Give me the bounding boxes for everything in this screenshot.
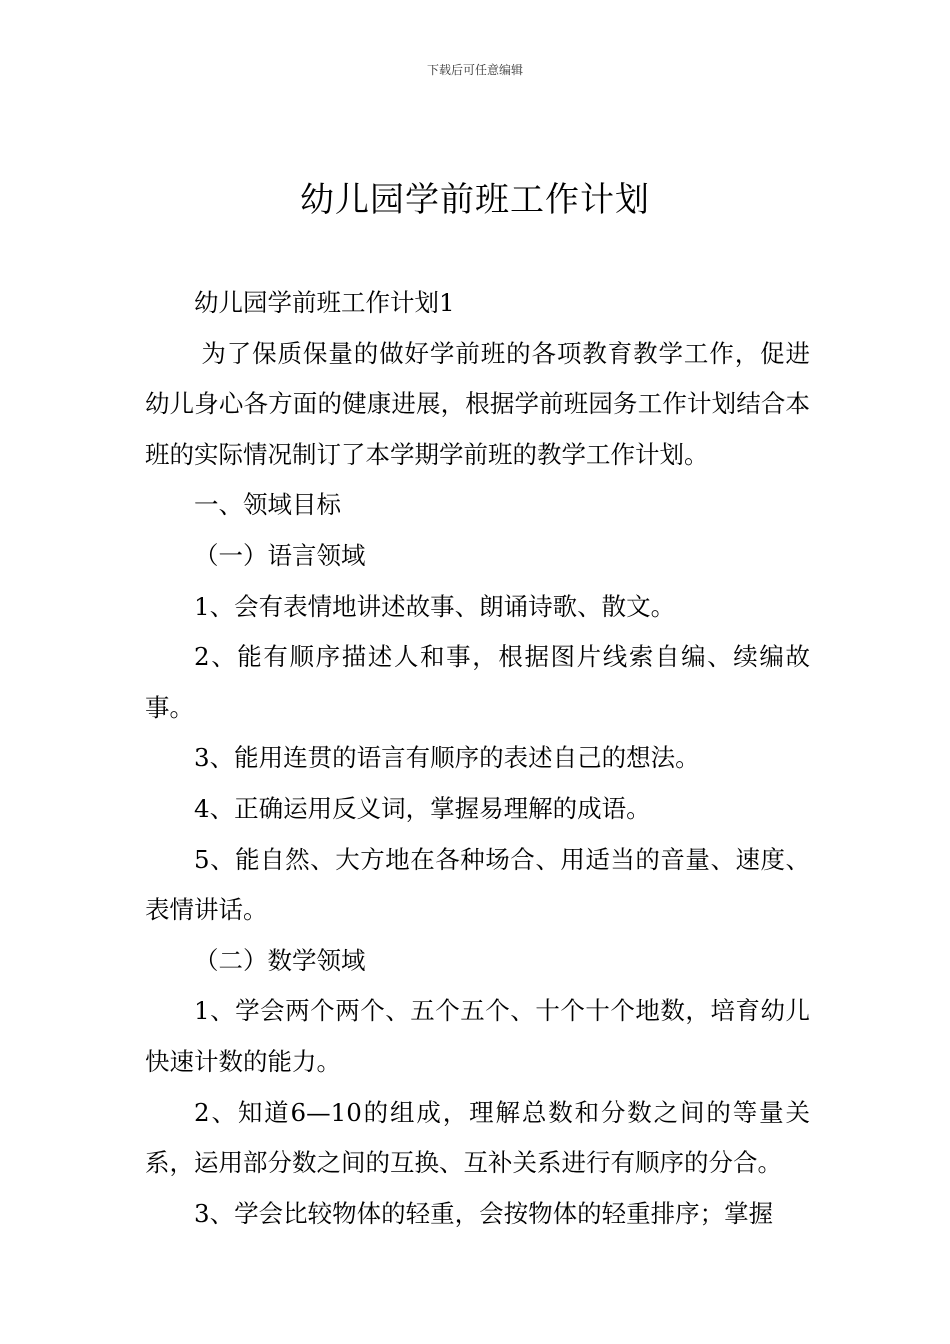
- list-item: 5、能自然、大方地在各种场合、用适当的音量、速度、表情讲话。: [145, 844, 810, 925]
- document-title: 幼儿园学前班工作计划: [300, 180, 650, 220]
- list-item: 1、会有表情地讲述故事、朗诵诗歌、散文。: [194, 591, 676, 621]
- list-item: 2、能有顺序描述人和事，根据图片线索自编、续编故事。: [145, 642, 810, 722]
- list-item: 2、知道6—10的组成，理解总数和分数之间的等量关系，运用部分数之间的互换、互补关系进行有顺序的分合。: [145, 1097, 810, 1178]
- list-item: 4、正确运用反义词，掌握易理解的成语。: [194, 793, 651, 823]
- list-item: 3、能用连贯的语言有顺序的表述自己的想法。: [194, 743, 700, 773]
- intro-paragraph: 为了保质保量的做好学前班的各项教育教学工作，促进幼儿身心各方面的健康进展，根据学前班园务工作计划结合本班的实际情况制订了本学期学前班的教学工作计划。: [145, 338, 810, 469]
- header-note: 下载后可任意编辑: [426, 63, 523, 77]
- subsection-heading-language: （一）语言领域: [194, 540, 366, 570]
- document-body: [145, 278, 810, 1239]
- list-item: 1、学会两个两个、五个五个、十个十个地数，培育幼儿快速计数的能力。: [145, 996, 810, 1076]
- section-heading-plan-1: 幼儿园学前班工作计划1: [194, 288, 455, 317]
- section-heading-goals: 一、领域目标: [194, 490, 341, 520]
- list-item: 3、学会比较物体的轻重，会按物体的轻重排序；掌握: [194, 1198, 774, 1228]
- subsection-heading-math: （二）数学领域: [194, 945, 366, 975]
